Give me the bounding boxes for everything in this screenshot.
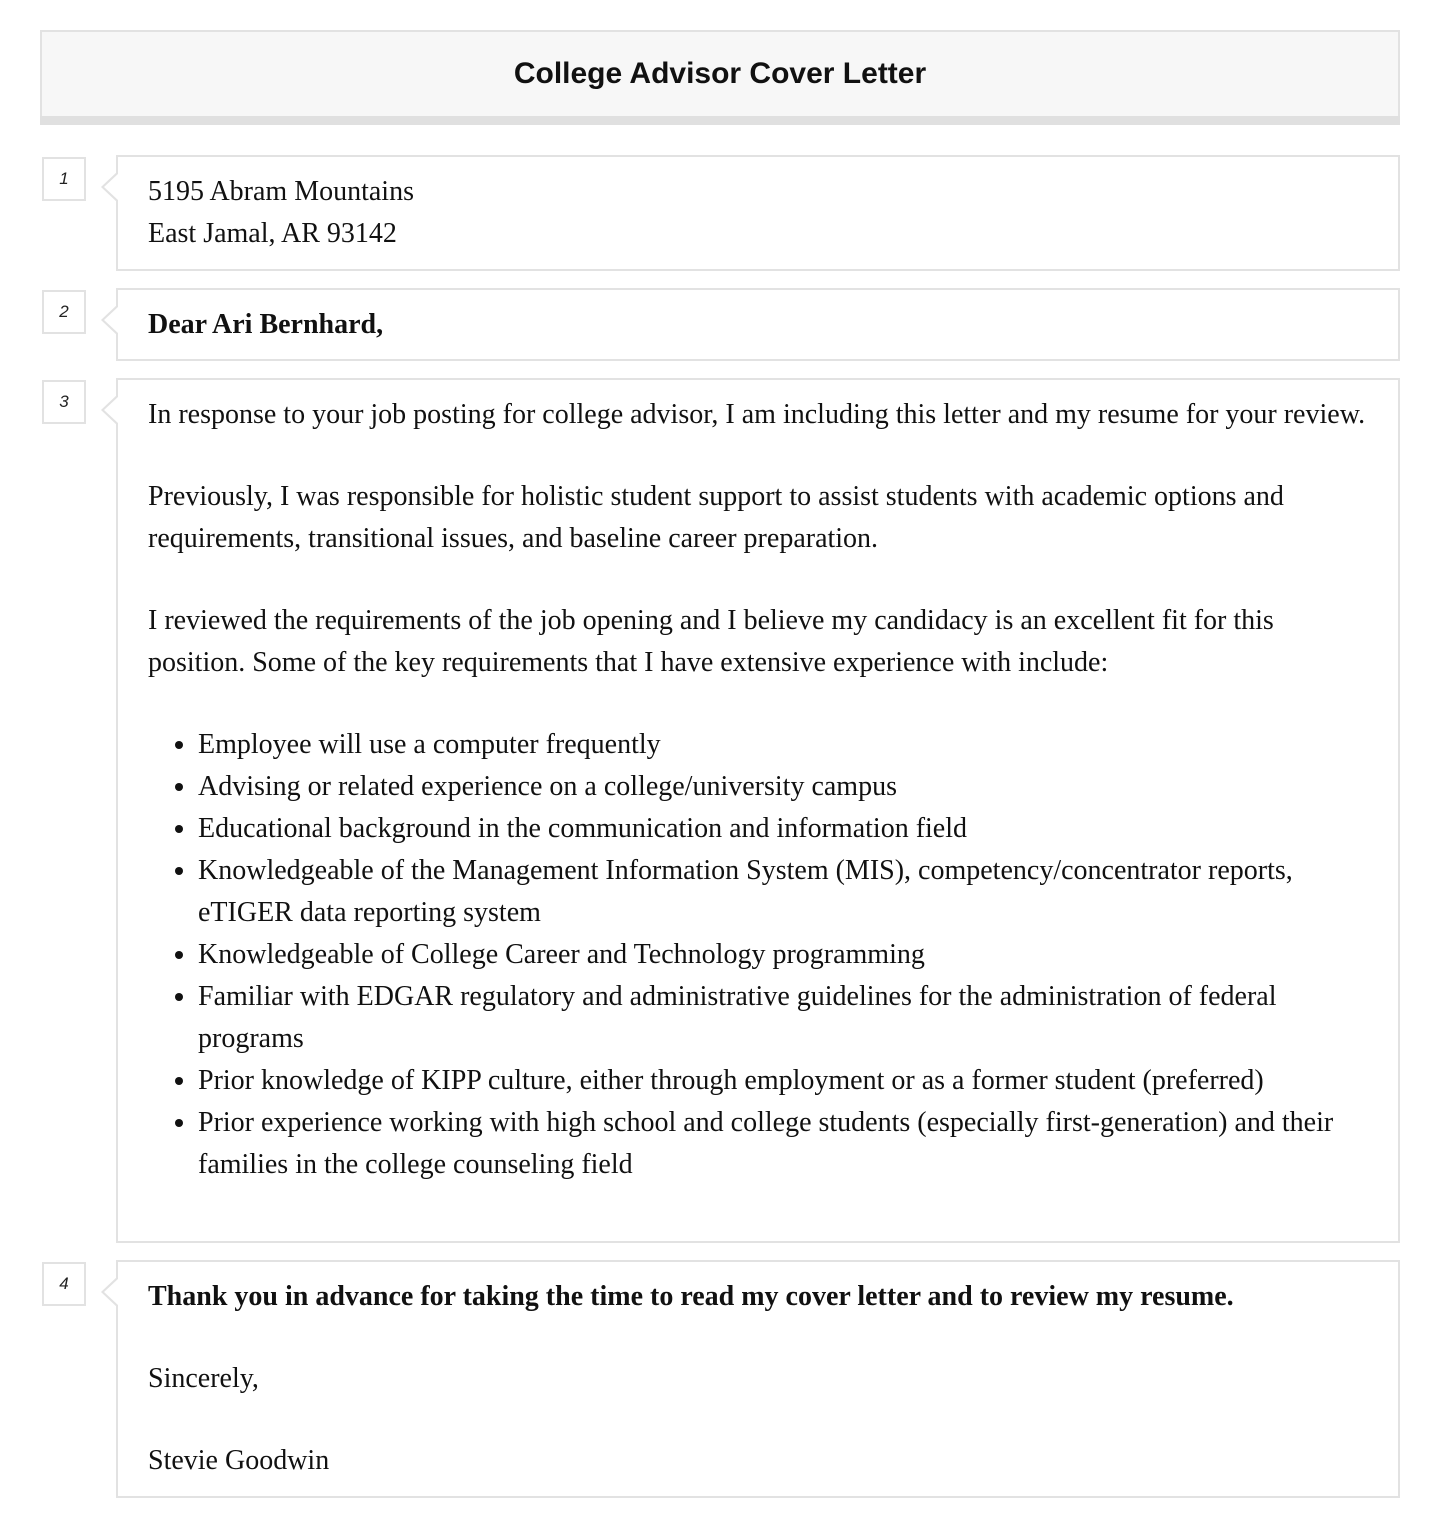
section-number-badge: 2 xyxy=(42,290,86,334)
list-item: • Employee will use a computer frequently xyxy=(198,724,1368,766)
thank-you-note: Thank you in advance for taking the time to read my cover letter and to review my resume. xyxy=(148,1281,1234,1312)
address-line: East Jamal, AR 93142 xyxy=(148,218,397,249)
body-section xyxy=(116,378,1400,1243)
page-title: College Advisor Cover Letter xyxy=(513,57,927,90)
closing-salutation: Sincerely, xyxy=(148,1363,259,1394)
greeting-section xyxy=(116,288,1400,361)
requirements-list xyxy=(148,724,1368,1186)
section-number-badge: 3 xyxy=(42,380,86,424)
address-section xyxy=(116,155,1400,271)
closing-section xyxy=(116,1260,1400,1498)
list-item: • Prior experience working with high school and college students (especially first-generation) and their families in the college counseling field xyxy=(198,1102,1368,1186)
section-number-badge: 4 xyxy=(42,1262,86,1306)
address-line: 5195 Abram Mountains xyxy=(148,176,414,207)
list-item: • Advising or related experience on a college/university campus xyxy=(198,766,1368,808)
list-item: • Knowledgeable of College Career and Technology programming xyxy=(198,934,1368,976)
list-item: • Knowledgeable of the Management Information System (MIS), competency/concentrator reports, eTIGER data reporting system xyxy=(198,850,1368,934)
list-item: • Prior knowledge of KIPP culture, either through employment or as a former student (preferred) xyxy=(198,1060,1368,1102)
section-number-badge: 1 xyxy=(42,157,86,201)
page-header xyxy=(40,30,1400,116)
body-paragraph: In response to your job posting for college advisor, I am including this letter and my resume for your review. xyxy=(148,399,1366,430)
body-paragraph: I reviewed the requirements of the job opening and I believe my candidacy is an excellent fit for this position. Some of the key requirements that I have extensive experience with include: xyxy=(148,605,1274,678)
list-item: • Educational background in the communication and information field xyxy=(198,808,1368,850)
greeting: Dear Ari Bernhard, xyxy=(148,309,384,340)
list-item: • Familiar with EDGAR regulatory and administrative guidelines for the administration of federal programs xyxy=(198,976,1368,1060)
body-paragraph: Previously, I was responsible for holistic student support to assist students with academic options and requirements, transitional issues, and baseline career preparation. xyxy=(148,481,1284,554)
signature: Stevie Goodwin xyxy=(148,1445,330,1476)
